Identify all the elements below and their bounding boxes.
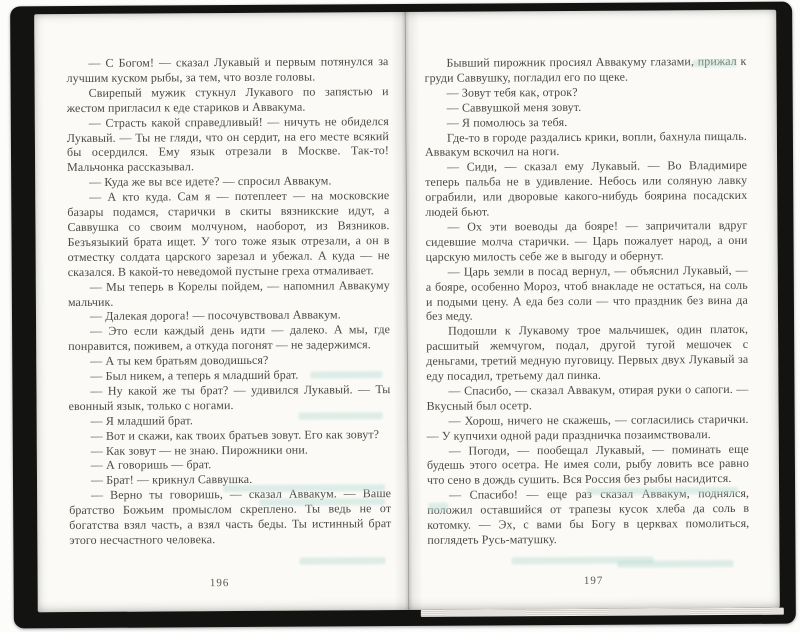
paragraph: — Ну какой же ты брат? — удивился Лукавый. — Ты евонный язык, только с ногами.	[68, 382, 391, 413]
paragraph: — Я помолюсь за тебя.	[446, 114, 568, 130]
paragraph: — А ты кем братьям доводишься?	[90, 352, 269, 369]
paragraph: — Я младший брат.	[90, 413, 193, 428]
right-page-text	[424, 54, 749, 548]
right-page	[402, 10, 780, 610]
paragraph: — А кто куда. Сам я — потеплеет — на московские базары подамся, старички в скиты вязникские идут, а Саввушка со своим молчуном, наоборот, из Вязников. Безъязыкий брата ищет. У того тоже язык отрезали, а он в отместку солдата царского зарезал и убежал. А куда — не сказался. В какой-то неведомой пустыне греха отмаливает.	[67, 188, 390, 279]
paragraph: — Был никем, а теперь я младший брат.	[90, 367, 299, 383]
paragraph: — Как зовут — не знаю. Пирожники они.	[90, 442, 308, 458]
open-book-spread	[34, 10, 780, 613]
paragraph: — Спасибо, — сказал Аввакум, отирая руки о сапоги. — Вкусный был осетр.	[426, 381, 749, 413]
paragraph: — Куда же вы все идете? — спросил Аввакум.	[89, 173, 332, 190]
paragraph: — Саввушкой меня зовут.	[446, 99, 582, 115]
left-page-number: 196	[209, 577, 230, 590]
paragraph: — Царь земли в посад вернул, — объяснил Лукавый, — а бояре, особенно Мороз, чтоб внакладе не остаться, на соль и подыми цену. А еда без соли — что праздник без вина да без меду.	[425, 262, 748, 324]
paragraph: — Далекая дорога! — посочувствовал Аввакум.	[89, 307, 341, 324]
right-page-number: 197	[583, 574, 604, 587]
paragraph: — Мы теперь в Корелы пойдем, — напомнил Аввакуму мальчик.	[67, 277, 390, 309]
paragraph: Подошли к Лукавому трое мальчишек, один платок, расшитый жемчугом, подал, другой тугой мешочек с деньгами, третий медную пуговицу. Первых двух Лукавый за еду посадил, третьему дал пинка.	[426, 322, 749, 383]
paragraph: — А говоришь — брат.	[90, 457, 212, 473]
paragraph: — Сиди, — сказал ему Лукавый. — Во Владимире теперь пальба не в удивление. Небось или соляную лавку ограбили, или дворовые какого-нибудь боярина посадских людей бьют.	[425, 158, 748, 219]
paragraph: — Зовут тебя как, отрок?	[446, 84, 578, 100]
left-page-text	[66, 54, 391, 548]
paragraph: — Вот и скажи, как твоих братьев зовут. Его как зовут?	[90, 426, 380, 443]
spine-gutter-shadow	[391, 12, 423, 610]
paragraph: — Спасибо! — еще раз сказал Аввакум, поднялся, положил оставшийся от трапезы кусок хлеба да соль в котомку. — Эх, с вами бы Богу в церквах помолиться, поглядеть Русь-матушку.	[427, 486, 750, 547]
paragraph: — Брат! — крикнул Саввушка.	[90, 472, 253, 488]
show-through-mark	[511, 556, 653, 564]
paragraph: — Верно ты говоришь, — сказал Аввакум. — Ваше братство Божьим промыслом скреплено. Ты ведь не от богатства взял часть, а взял часть беды. Ты истинный брат этого несчастного человека.	[69, 486, 392, 548]
paragraph: — Погоди, — пообещал Лукавый, — поминать еще будешь этого осетра. Не имея соли, рыбу ловить все равно что сено в дождь сушить. Вся Россия без рыбы насидится.	[426, 441, 749, 488]
paragraph: — Это если каждый день идти — далеко. А мы, где понравится, поживем, а откуда погонят — не задержимся.	[68, 322, 391, 354]
paragraph: Где-то в городе раздались крики, вопли, бахнула пищаль. Аввакум вскочил на ноги.	[424, 128, 747, 160]
paragraph: — С Богом! — сказал Лукавый и первым потянулся за лучшим куском рыбы, за тем, что возле головы.	[66, 54, 389, 85]
paragraph: — Хорош, ничего не скажешь, — согласились старички. — У купчихи одной ради праздничка позаимствовали.	[426, 411, 749, 443]
paragraph: Бывший пирожник просиял Аввакуму глазами, прижал к груди Саввушку, погладил его по щеке.	[424, 53, 747, 85]
show-through-mark	[299, 557, 385, 565]
paragraph: Свирепый мужик стукнул Лукавого по запястью и жестом пригласил к еде стариков и Аввакума.	[66, 83, 389, 115]
paragraph: — Ох эти воеводы да бояре! — запричитали вдруг сидевшие молча старички. — Царь пожалует народ, а они царскую милость себе же в выгоду и обернут.	[425, 217, 748, 264]
left-page	[34, 12, 406, 612]
book-cover	[10, 2, 796, 629]
show-through-mark	[618, 560, 734, 568]
paragraph: — Страсть какой справедливый! — ничуть не обиделся Лукавый. — Ты не гляди, что он сердит, на его месте всякий бы осердился. Ему язык отрезали в Москве. Так-то! Мальчонка рассказывал.	[66, 113, 390, 175]
